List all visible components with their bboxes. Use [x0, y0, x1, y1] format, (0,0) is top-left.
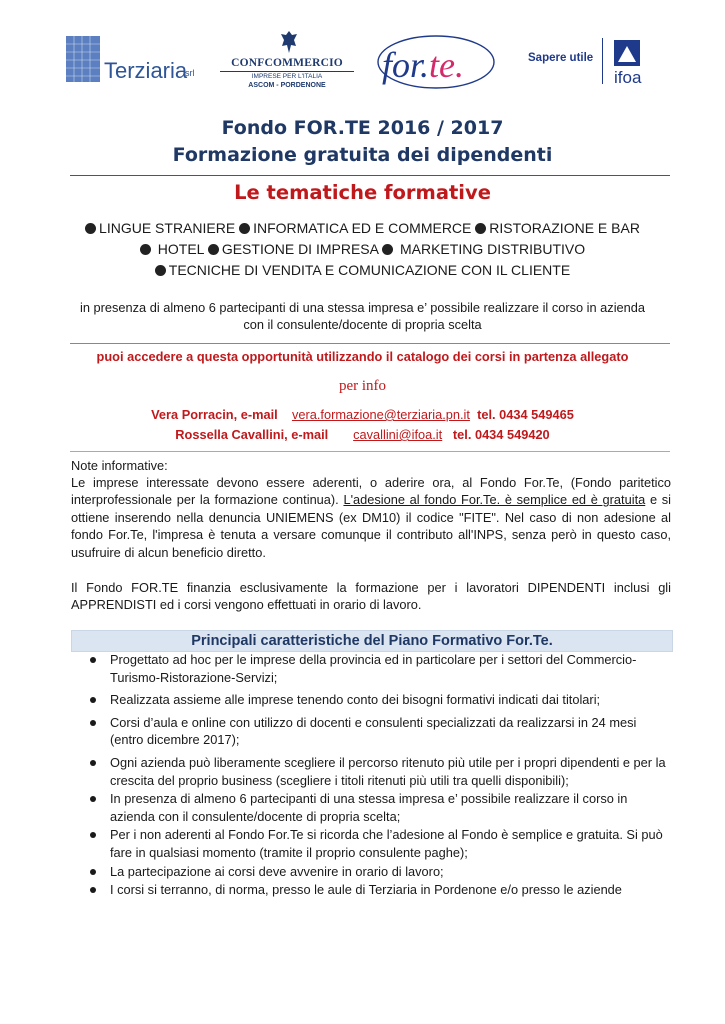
presence-note-line-1: in presenza di almeno 6 partecipanti di una stessa impresa e’ possibile realizzare il corso in azienda — [79, 300, 646, 315]
notes-p1-text-a: Le imprese interessate devono essere aderenti, o aderire ora, al Fondo For.Te, (Fondo paritetico interprofessionale per la formazione continua). — [71, 475, 671, 508]
confcommercio-name: CONFCOMMERCIO — [231, 57, 343, 69]
list-item — [71, 863, 671, 881]
page-title: Fondo FOR.TE 2016 / 2017 — [221, 117, 504, 139]
topic-item: INFORMATICA ED E COMMERCE — [253, 220, 472, 236]
bullet-icon — [90, 657, 96, 663]
ifoa-logo — [528, 38, 658, 88]
forte-logo — [374, 30, 498, 92]
features-heading: Principali caratteristiche del Piano Formativo For.Te. — [191, 633, 553, 649]
contact-vera — [0, 407, 725, 422]
topic-item: GESTIONE DI IMPRESA — [221, 241, 379, 257]
forte-wordmark — [382, 44, 464, 86]
bullet-dot-icon — [382, 244, 393, 255]
terziaria-name: Terziaria — [104, 58, 188, 83]
ifoa-name: ifoa — [614, 68, 642, 87]
presence-note-line-2: con il consulente/docente di propria scelta — [243, 317, 482, 332]
feature-text: Progettato ad hoc per le imprese della provincia ed in particolare per i settori del Commercio-Turismo-Ristorazione-Servizi; — [110, 652, 637, 685]
terziaria-suffix: srl — [185, 68, 195, 78]
contact-email-link[interactable]: vera.formazione@terziaria.pn.it — [291, 407, 470, 422]
feature-text: Realizzata assieme alle imprese tenendo conto dei bisogni formativi indicati dai titolari; — [110, 692, 601, 708]
title-divider — [70, 175, 670, 176]
notes-heading: Note informative: — [71, 458, 168, 473]
contacts-divider — [70, 451, 670, 452]
feature-text: Ogni azienda può liberamente scegliere il percorso ritenuto più utile per i propri dipendenti e per la crescita del proprio business (scegliere i titoli ritenuti più utili tra quelli disponibili); — [110, 754, 666, 788]
topics-line-2 — [0, 241, 725, 257]
bullet-dot-icon — [85, 223, 96, 234]
bullet-icon — [90, 832, 96, 838]
ifoa-tagline: Sapere utile — [528, 52, 594, 64]
topic-item: RISTORAZIONE E BAR — [489, 220, 640, 236]
features-heading-box — [71, 630, 673, 652]
per-info-label: per info — [338, 378, 387, 394]
topics-line-1 — [0, 220, 725, 236]
notes-paragraph-2: Il Fondo FOR.TE finanzia esclusivamente la formazione per i lavoratori DIPENDENTI inclusi gli APPRENDISTI ed i corsi vengono effettuati in orario di lavoro. — [71, 580, 671, 613]
contact-email-link[interactable]: cavallini@ifoa.it — [353, 427, 443, 442]
feature-text: Per i non aderenti al Fondo For.Te si ricorda che l’adesione al Fondo è semplice e gratuita. Si può fare in qualsiasi momento (tramite il proprio consulente paghe); — [110, 827, 663, 860]
confcommercio-logo — [220, 30, 360, 92]
contact-rossella — [0, 427, 725, 442]
forte-suffix: te. — [429, 45, 465, 85]
topic-item: TECNICHE DI VENDITA E COMUNICAZIONE CON IL CLIENTE — [168, 262, 571, 278]
list-item — [71, 651, 671, 686]
confcommercio-tagline: IMPRESE PER L'ITALIA — [220, 71, 354, 80]
feature-text: Corsi d’aula e online con utilizzo di docenti e consulenti specializzati da realizzarsi in 24 mesi (entro dicembre 2017); — [110, 714, 637, 748]
bullet-dot-icon — [155, 265, 166, 276]
bullet-icon — [90, 869, 96, 875]
page-subtitle: Formazione gratuita dei dipendenti — [172, 144, 553, 166]
bullet-icon — [90, 720, 96, 726]
list-item — [71, 714, 671, 749]
forte-prefix: for. — [382, 45, 430, 85]
presence-divider — [70, 343, 670, 344]
contact-tel: 0434 549465 — [499, 407, 574, 422]
notes-p1-underlined: L'adesione al fondo For.Te. è semplice ed è gratuita — [343, 492, 646, 508]
terziaria-logo — [64, 36, 194, 84]
bullet-dot-icon — [475, 223, 486, 234]
contact-tel: 0434 549420 — [474, 427, 550, 442]
topic-item: HOTEL — [157, 241, 204, 257]
terziaria-grid-mark-icon — [66, 36, 100, 82]
topics-line-3 — [0, 262, 725, 278]
feature-text: In presenza di almeno 6 partecipanti di una stessa impresa e’ possibile realizzare il corso in azienda con il consulente/docente di propria scelta; — [110, 791, 628, 824]
bullet-dot-icon — [208, 244, 219, 255]
section-title-themes: Le tematiche formative — [234, 181, 491, 204]
bullet-dot-icon — [140, 244, 151, 255]
features-list — [71, 651, 671, 904]
feature-text: I corsi si terranno, di norma, presso le aule di Terziaria in Pordenone e/o presso le aziende — [110, 882, 622, 898]
contact-tel-label: tel. — [452, 427, 472, 442]
notes-p1-text-b: e si ottiene inserendo nella denuncia UNIEMENS (ex DM10) il codice "FITE". Nel caso di non adesione al fondo For.Te, l'impresa è tenuta a versare comunque il contributo all'INPS, senza però in questo caso, usufruire di alcun beneficio diretto. — [71, 492, 672, 560]
list-item — [71, 691, 671, 709]
bullet-dot-icon — [239, 223, 250, 234]
topic-item: LINGUE STRANIERE — [99, 220, 236, 236]
list-item — [71, 790, 671, 825]
confcommercio-branch: ASCOM - PORDENONE — [248, 82, 326, 89]
list-item — [71, 754, 671, 789]
contact-tel-label: tel. — [477, 407, 496, 422]
contact-name: Rossella Cavallini, e-mail — [175, 427, 329, 442]
bullet-icon — [90, 760, 96, 766]
list-item — [71, 826, 671, 861]
eagle-crest-icon — [280, 30, 298, 54]
catalog-note: puoi accedere a questa opportunità utilizzando il catalogo dei corsi in partenza allegato — [96, 349, 629, 364]
bullet-icon — [90, 887, 96, 893]
topic-item: MARKETING DISTRIBUTIVO — [399, 241, 586, 257]
list-item — [71, 881, 671, 899]
bullet-icon — [90, 796, 96, 802]
ifoa-divider — [602, 38, 603, 84]
ifoa-mark-icon — [614, 40, 640, 66]
notes-paragraph-1 — [71, 474, 671, 561]
feature-text: La partecipazione ai corsi deve avvenire in orario di lavoro; — [110, 863, 444, 879]
contact-name: Vera Porracin, e-mail — [151, 407, 278, 422]
bullet-icon — [90, 697, 96, 703]
